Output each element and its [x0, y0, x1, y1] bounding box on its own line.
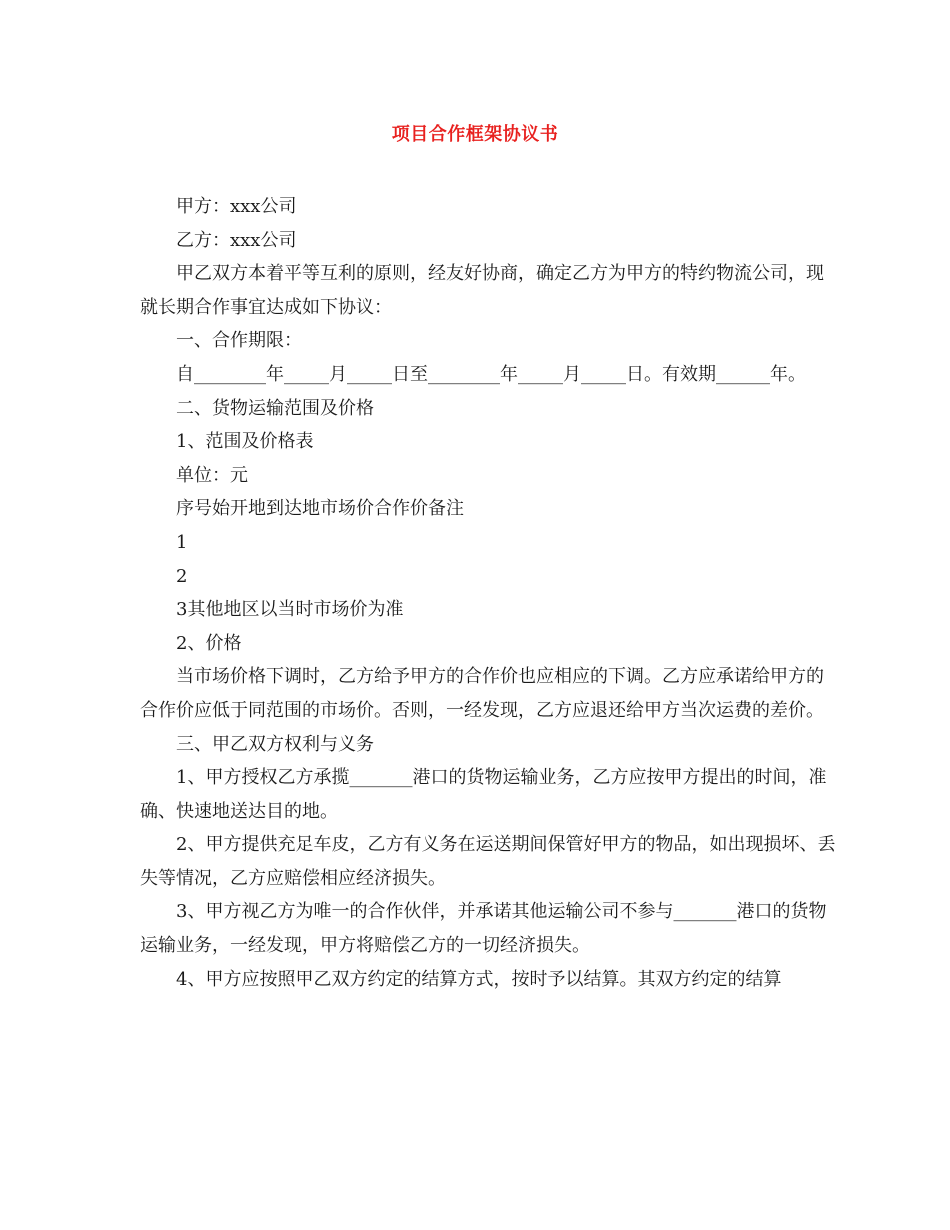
paragraph-party-b: 乙方：xxx公司	[176, 229, 297, 251]
clause-3: 3、甲方视乙方为唯一的合作伙伴，并承诺其他运输公司不参与_______港口的货物运输业务，一经发现，甲方将赔偿乙方的一切经济损失。	[140, 901, 827, 957]
table-row-3: 3其他地区以当时市场价为准	[176, 599, 404, 621]
paragraph-unit: 单位：元	[176, 464, 248, 486]
paragraph-term-dates: 自________年_____月_____日至________年_____月_____日。有效期______年。	[176, 363, 806, 385]
clause-1: 1、甲方授权乙方承揽_______港口的货物运输业务，乙方应按甲方提出的时间，准确、快速地送达目的地。	[140, 767, 827, 822]
document-title: 项目合作框架协议书	[391, 124, 559, 145]
heading-rights-obligations: 三、甲乙双方权利与义务	[176, 733, 374, 755]
document-body	[140, 190, 840, 996]
heading-cooperation-term: 一、合作期限：	[176, 330, 302, 352]
table-header-line: 序号始开地到达地市场价合作价备注	[176, 498, 464, 520]
clause-2: 2、甲方提供充足车皮，乙方有义务在运送期间保管好甲方的物品，如出现损坏、丢失等情况，乙方应赔偿相应经济损失。	[140, 834, 836, 889]
clause-4: 4、甲方应按照甲乙双方约定的结算方式，按时予以结算。其双方约定的结算	[176, 968, 782, 990]
subheading-scope-price-table: 1、范围及价格表	[176, 431, 314, 453]
paragraph-preamble: 甲乙双方本着平等互利的原则，经友好协商，确定乙方为甲方的特约物流公司，现就长期合作事宜达成如下协议：	[140, 263, 824, 318]
subheading-price: 2、价格	[176, 632, 242, 654]
paragraph-price-adjustment: 当市场价格下调时，乙方给予甲方的合作价也应相应的下调。乙方应承诺给甲方的合作价应低于同范围的市场价。否则，一经发现，乙方应退还给甲方当次运费的差价。	[140, 666, 824, 721]
heading-scope-and-price: 二、货物运输范围及价格	[176, 397, 374, 419]
table-row-1: 1	[176, 531, 188, 553]
paragraph-party-a: 甲方：xxx公司	[176, 196, 297, 217]
table-row-2: 2	[176, 565, 188, 587]
